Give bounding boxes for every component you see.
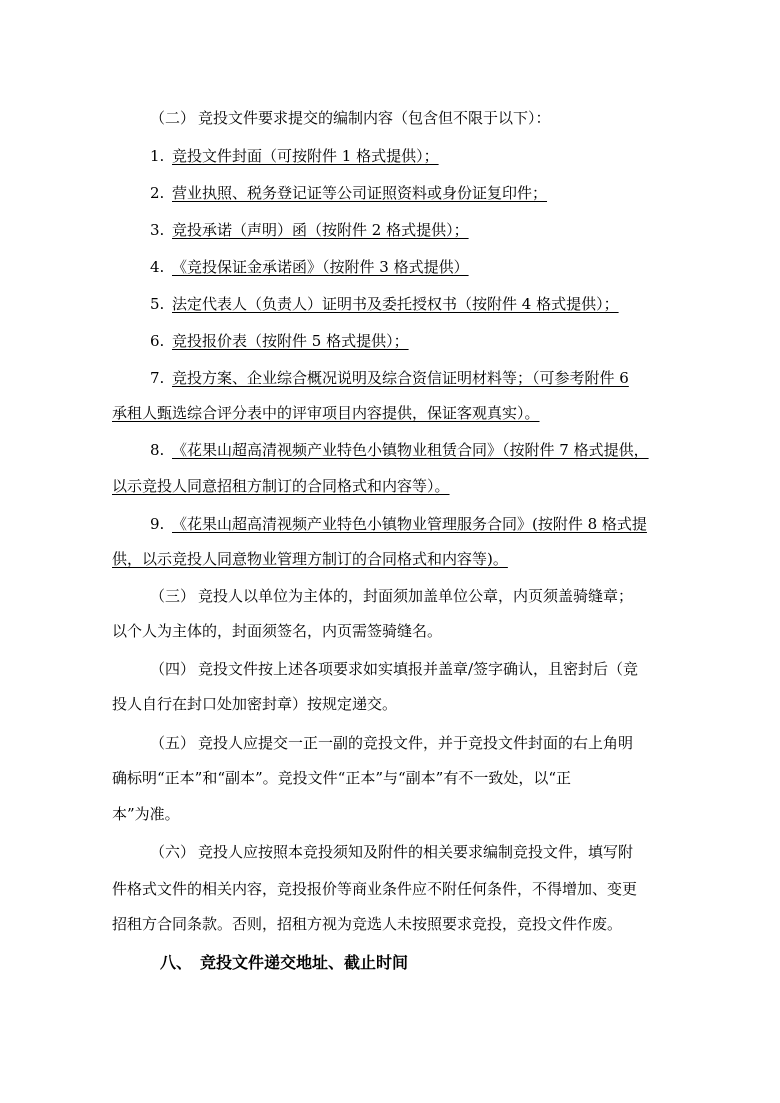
paragraph-2-heading [150, 108, 551, 128]
paragraph-5-continuation: 确标明“正本”和“副本”。竞投文件“正本”与“副本”有不一致处，以“正 [112, 769, 572, 787]
list-item-6 [150, 331, 409, 351]
list-item-1 [150, 146, 439, 166]
item-number: （六） [150, 843, 196, 861]
section-title: 竞投文件递交地址、截止时间 [200, 953, 409, 972]
list-item-7-continuation: 承租人甄选综合评分表中的评审项目内容提供，保证客观真实）。 [112, 404, 540, 422]
paragraph-3 [150, 586, 633, 606]
item-number: （三） [150, 587, 196, 605]
paragraph-3-continuation: 以个人为主体的，封面须签名，内页需签骑缝名。 [112, 622, 443, 640]
list-item-7 [150, 368, 629, 388]
item-text: 竞投承诺（声明）函（按附件 2 格式提供）； [172, 221, 469, 239]
item-number: 2. [150, 184, 165, 202]
item-number: （二） [150, 109, 196, 127]
list-item-5 [150, 294, 619, 314]
item-text: 竞投文件按上述各项要求如实填报并盖章/签字确认，且密封后（竞 [198, 660, 639, 678]
item-number: 5. [150, 295, 165, 313]
list-item-4 [150, 257, 469, 277]
section-heading [160, 953, 408, 973]
list-item-2 [150, 183, 547, 203]
item-number: 7. [150, 369, 165, 387]
item-number: （四） [150, 660, 196, 678]
list-item-8-continuation: 以示竞投人同意招租方制订的合同格式和内容等）。 [112, 477, 450, 495]
item-text: 《花果山超高清视频产业特色小镇物业管理服务合同》(按附件 8 格式提 [172, 515, 647, 533]
item-text: 竞投报价表（按附件 5 格式提供）； [172, 332, 409, 350]
item-text: 竞投方案、企业综合概况说明及综合资信证明材料等；（可参考附件 6 [172, 369, 629, 387]
item-number: 3. [150, 221, 165, 239]
paragraph-4-continuation: 投人自行在封口处加密封章）按规定递交。 [112, 695, 398, 713]
section-number: 八、 [160, 953, 193, 972]
item-number: 9. [150, 515, 165, 533]
paragraph-5-continuation-2: 本”为准。 [112, 805, 180, 823]
item-number: 8. [150, 441, 165, 459]
item-text: 竞投人以单位为主体的，封面须加盖单位公章，内页须盖骑缝章； [198, 587, 634, 605]
paragraph-6-continuation-2: 招租方合同条款。否则，招租方视为竞选人未按照要求竞投，竞投文件作废。 [112, 915, 623, 933]
paragraph-4 [150, 659, 638, 679]
item-text: 竞投人应提交一正一副的竞投文件，并于竞投文件封面的右上角明 [198, 734, 634, 752]
list-item-9-continuation: 供，以示竞投人同意物业管理方制订的合同格式和内容等)。 [112, 550, 508, 568]
item-number: （五） [150, 734, 196, 752]
list-item-9 [150, 514, 647, 534]
item-text: 竞投文件封面（可按附件 1 格式提供）； [172, 147, 439, 165]
list-item-3 [150, 220, 469, 240]
paragraph-5 [150, 733, 633, 753]
list-item-8 [150, 440, 649, 460]
item-number: 1. [150, 147, 165, 165]
item-number: 4. [150, 258, 165, 276]
item-text: 营业执照、税务登记证等公司证照资料或身份证复印件； [172, 184, 548, 202]
item-text: 竞投人应按照本竞投须知及附件的相关要求编制竞投文件，填写附 [198, 843, 634, 861]
item-text: 竞投文件要求提交的编制内容（包含但不限于以下）： [198, 109, 551, 127]
paragraph-6-continuation: 件格式文件的相关内容，竞投报价等商业条件应不附任何条件，不得增加、变更 [112, 880, 638, 898]
paragraph-6 [150, 842, 633, 862]
item-text: 《花果山超高清视频产业特色小镇物业租赁合同》（按附件 7 格式提供， [172, 441, 649, 459]
item-text: 《竞投保证金承诺函》（按附件 3 格式提供） [172, 258, 469, 276]
item-text: 法定代表人（负责人）证明书及委托授权书（按附件 4 格式提供）； [172, 295, 619, 313]
item-number: 6. [150, 332, 165, 350]
